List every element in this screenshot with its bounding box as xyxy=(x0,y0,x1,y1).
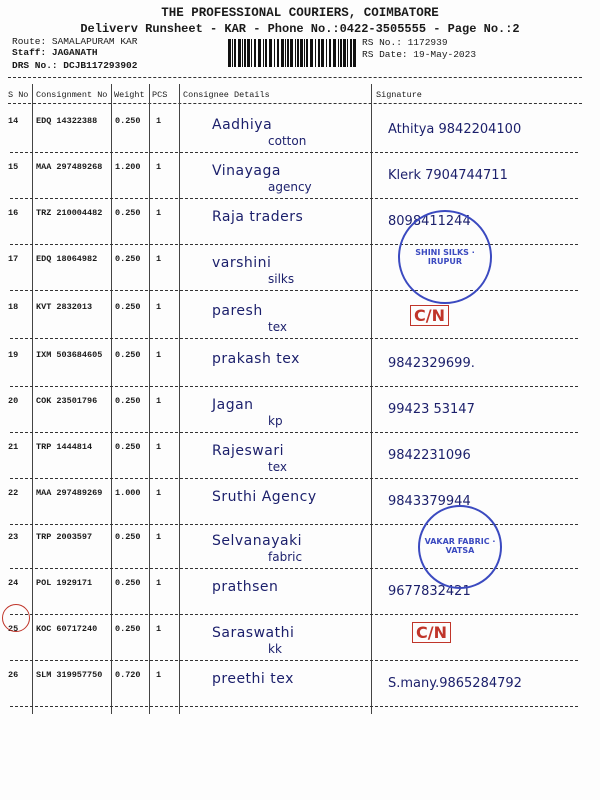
barcode-bar xyxy=(347,39,348,67)
row-consignee-name: Raja traders xyxy=(212,209,304,225)
grid-line xyxy=(32,84,33,714)
row-pcs: 1 xyxy=(156,396,162,406)
row-weight: 1.000 xyxy=(115,488,141,498)
row-consignee-line2: tex xyxy=(268,460,287,474)
row-weight: 0.250 xyxy=(115,116,141,126)
barcode-bar xyxy=(300,39,303,67)
staff-label: Staff: JAGANATH xyxy=(12,47,98,58)
row-weight: 0.720 xyxy=(115,670,141,680)
barcode-bar xyxy=(269,39,272,67)
barcode-bar xyxy=(234,39,236,67)
row-consignment-no: EDQ 18064982 xyxy=(36,254,98,264)
row-pcs: 1 xyxy=(156,442,162,452)
row-consignee-name: varshini xyxy=(212,255,272,271)
barcode-bar xyxy=(340,39,342,67)
row-signature: S.many.9865284792 xyxy=(388,676,522,691)
row-consignee-line2: agency xyxy=(268,180,312,194)
row-consignee-line2: kp xyxy=(268,414,283,428)
row-consignee-line2: kk xyxy=(268,642,282,656)
grid-line xyxy=(371,84,372,714)
row-sno: 25 xyxy=(8,624,19,634)
barcode-bar xyxy=(329,39,331,67)
barcode-bar xyxy=(287,39,289,67)
row-consignment-no: MAA 297489269 xyxy=(36,488,103,498)
barcode-bar xyxy=(315,39,316,67)
row-signature: 9843379944 xyxy=(388,494,471,509)
barcode-bar xyxy=(277,39,279,67)
row-consignee-name: Aadhiya xyxy=(212,117,273,133)
row-consignment-no: EDQ 14322388 xyxy=(36,116,98,126)
drs-number: DRS No.: DCJB117293902 xyxy=(12,60,138,71)
barcode-bar xyxy=(338,39,339,67)
row-signature: Klerk 7904744711 xyxy=(388,168,508,183)
row-pcs: 1 xyxy=(156,670,162,680)
barcode-bar xyxy=(281,39,284,67)
row-sno: 20 xyxy=(8,396,19,406)
row-signature: 99423 53147 xyxy=(388,402,475,417)
row-pcs: 1 xyxy=(156,350,162,360)
barcode-bar xyxy=(306,39,308,67)
grid-line xyxy=(149,84,150,714)
barcode-bar xyxy=(244,39,246,67)
col-signature: Signature xyxy=(376,90,422,100)
row-consignee-line2: cotton xyxy=(268,134,307,148)
rs-date: RS Date: 19-May-2023 xyxy=(362,49,477,60)
barcode-bar xyxy=(353,39,356,67)
barcode-bar xyxy=(263,39,264,67)
row-sno: 14 xyxy=(8,116,19,126)
grid-line xyxy=(111,84,112,714)
runsheet-subtitle: Deliverv Runsheet - KAR - Phone No.:0422-3505555 - Page No.:2 xyxy=(80,22,520,36)
row-divider xyxy=(10,152,578,153)
row-consignment-no: TRP 2003597 xyxy=(36,532,93,542)
col-pcs: PCS xyxy=(152,90,168,100)
row-divider xyxy=(10,614,578,615)
barcode-bar xyxy=(310,39,313,67)
row-consignment-no: TRP 1444814 xyxy=(36,442,93,452)
row-signature: 9677832421 xyxy=(388,584,471,599)
row-consignee-name: preethi tex xyxy=(212,671,294,687)
row-consignment-no: KVT 2832013 xyxy=(36,302,93,312)
row-consignee-name: Sruthi Agency xyxy=(212,489,317,505)
row-consignment-no: IXM 503684605 xyxy=(36,350,103,360)
cn-stamp-25: C/N xyxy=(412,622,451,643)
row-consignee-name: Jagan xyxy=(212,397,254,413)
row-consignee-name: prakash tex xyxy=(212,351,300,367)
row-consignment-no: KOC 60717240 xyxy=(36,624,98,634)
barcode-bar xyxy=(247,39,250,67)
row-pcs: 1 xyxy=(156,488,162,498)
barcode-bar xyxy=(304,39,305,67)
row-pcs: 1 xyxy=(156,208,162,218)
row-pcs: 1 xyxy=(156,532,162,542)
row-sno: 22 xyxy=(8,488,19,498)
barcode-bar xyxy=(318,39,320,67)
barcode-bar xyxy=(297,39,299,67)
row-divider xyxy=(10,198,578,199)
barcode-bar xyxy=(254,39,256,67)
barcode-bar xyxy=(228,39,231,67)
row-consignee-name: prathsen xyxy=(212,579,279,595)
row-weight: 0.250 xyxy=(115,532,141,542)
row-weight: 1.200 xyxy=(115,162,141,172)
row-pcs: 1 xyxy=(156,162,162,172)
fabric-stamp-text: VAKAR FABRIC · VATSA xyxy=(424,537,496,555)
row-pcs: 1 xyxy=(156,116,162,126)
barcode-bar xyxy=(238,39,241,67)
cn-stamp-18: C/N xyxy=(410,305,449,326)
row-consignment-no: SLM 319957750 xyxy=(36,670,103,680)
row-consignee-line2: fabric xyxy=(268,550,303,564)
barcode-bar xyxy=(343,39,346,67)
barcode-bar xyxy=(265,39,267,67)
highlight-circle xyxy=(2,604,30,632)
row-sno: 24 xyxy=(8,578,19,588)
row-sno: 26 xyxy=(8,670,19,680)
row-pcs: 1 xyxy=(156,302,162,312)
route-label: Route: SAMALAPURAM KAR xyxy=(12,36,138,47)
grid-line xyxy=(179,84,180,714)
row-signature: 9842329699. xyxy=(388,356,475,371)
row-consignee-line2: silks xyxy=(268,272,295,286)
row-pcs: 1 xyxy=(156,254,162,264)
row-divider xyxy=(10,432,578,433)
row-weight: 0.250 xyxy=(115,350,141,360)
row-weight: 0.250 xyxy=(115,442,141,452)
row-consignment-no: COK 23501796 xyxy=(36,396,98,406)
row-consignee-name: paresh xyxy=(212,303,263,319)
barcode-bar xyxy=(232,39,233,67)
row-consignee-name: Vinayaga xyxy=(212,163,281,179)
silks-stamp-text: SHINI SILKS · IRUPUR xyxy=(415,248,475,266)
row-consignee-name: Saraswathi xyxy=(212,625,295,641)
barcode-bar xyxy=(290,39,293,67)
row-divider xyxy=(10,478,578,479)
fabric-stamp xyxy=(418,505,502,589)
row-signature: 8098411244 xyxy=(388,214,471,229)
barcode-bar xyxy=(326,39,327,67)
row-consignee-line2: tex xyxy=(268,320,287,334)
row-sno: 17 xyxy=(8,254,19,264)
rs-number: RS No.: 1172939 xyxy=(362,37,448,48)
row-weight: 0.250 xyxy=(115,254,141,264)
row-signature: 9842231096 xyxy=(388,448,471,463)
row-sno: 15 xyxy=(8,162,19,172)
barcode xyxy=(228,39,356,67)
row-consignment-no: POL 1929171 xyxy=(36,578,93,588)
row-consignment-no: TRZ 210004482 xyxy=(36,208,103,218)
runsheet-title: THE PROFESSIONAL COURIERS, COIMBATORE xyxy=(161,6,439,20)
row-weight: 0.250 xyxy=(115,302,141,312)
row-sno: 19 xyxy=(8,350,19,360)
row-weight: 0.250 xyxy=(115,396,141,406)
row-weight: 0.250 xyxy=(115,624,141,634)
barcode-bar xyxy=(321,39,324,67)
row-divider xyxy=(10,244,578,245)
barcode-bar xyxy=(333,39,336,67)
row-weight: 0.250 xyxy=(115,208,141,218)
row-pcs: 1 xyxy=(156,578,162,588)
row-sno: 16 xyxy=(8,208,19,218)
barcode-bar xyxy=(274,39,275,67)
row-pcs: 1 xyxy=(156,624,162,634)
barcode-bar xyxy=(350,39,352,67)
row-divider xyxy=(10,338,578,339)
row-divider xyxy=(10,386,578,387)
col-consignment: Consignment No xyxy=(36,90,108,100)
row-divider xyxy=(10,290,578,291)
row-consignment-no: MAA 297489268 xyxy=(36,162,103,172)
row-divider xyxy=(10,706,578,707)
row-sno: 23 xyxy=(8,532,19,542)
row-sno: 18 xyxy=(8,302,19,312)
row-weight: 0.250 xyxy=(115,578,141,588)
col-sno: S No xyxy=(8,90,29,100)
row-divider xyxy=(10,660,578,661)
row-sno: 21 xyxy=(8,442,19,452)
row-consignee-name: Rajeswari xyxy=(212,443,284,459)
header-divider xyxy=(8,77,582,78)
barcode-bar xyxy=(251,39,252,67)
col-consignee: Consignee Details xyxy=(183,90,270,100)
col-weight: Weight xyxy=(114,90,145,100)
row-signature: Athitya 9842204100 xyxy=(388,122,522,137)
row-consignee-name: Selvanayaki xyxy=(212,533,303,549)
barcode-bar xyxy=(258,39,261,67)
barcode-bar xyxy=(242,39,243,67)
column-divider xyxy=(8,103,582,104)
barcode-bar xyxy=(285,39,286,67)
barcode-bar xyxy=(295,39,296,67)
silks-stamp xyxy=(398,210,492,304)
